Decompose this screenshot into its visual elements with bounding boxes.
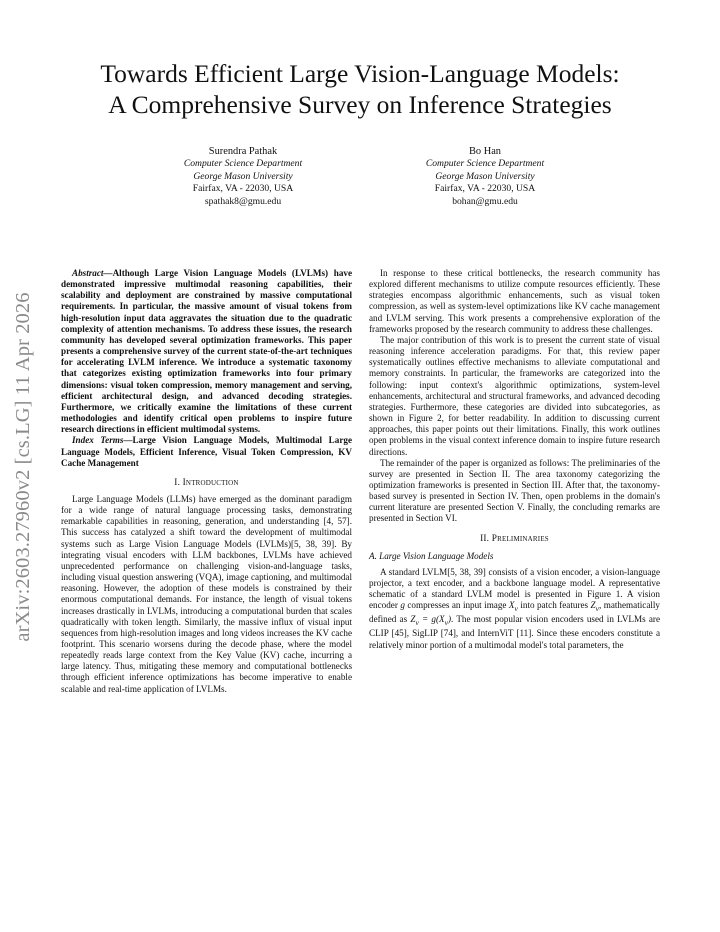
math-xv (508, 600, 518, 614)
intro-paragraph-4: The remainder of the paper is organized as follows: The preliminaries of the survey are presented in Section II. The area taxonomy categorizing the optimization frameworks is presented in Section III. After that, the taxonomy-based survey is presented in Section IV. Then, open problems in the domain's current literature are presented Section V. Finally, the concluding remarks are presented in Section VI. (369, 457, 660, 524)
lvlm-paragraph (369, 567, 660, 651)
text-run: A standard LVLM[5, 38, 39] consists of a vision encoder, a vision-language projector, a text encoder, and a backbone language model. A representative schematic of a standard LVLM model is presented in Figure 1. A vision encoder (369, 566, 660, 611)
title-line-1: Towards Efficient Large Vision-Language Models: (100, 59, 620, 88)
math-equation (410, 614, 452, 628)
author-name: Surendra Pathak (208, 146, 278, 157)
text-run: compresses an input image (404, 600, 509, 611)
math-subscript: v (595, 604, 600, 614)
author-block (370, 146, 600, 208)
author-university: George Mason University (435, 170, 535, 182)
author-department: Computer Science Department (425, 158, 545, 170)
math-symbol: ) (447, 614, 452, 625)
section-heading-introduction (61, 478, 352, 489)
math-symbol: = g(X (418, 614, 445, 625)
math-subscript: v (415, 618, 419, 628)
section-number: II. (480, 533, 492, 544)
section-title: Introduction (182, 477, 239, 488)
text-run: . The most popular vision encoders used in LVLMs are CLIP [45], SigLIP [74], and InternViT [11]. Since these encoders constitute a relatively minor portion of a multimodal model's total parameters, the (369, 614, 660, 650)
author-department: Computer Science Department (183, 158, 303, 170)
index-terms-label: Index Terms (72, 435, 124, 446)
abstract-label: Abstract— (72, 268, 113, 278)
math-symbol: Z (590, 600, 596, 611)
author-block (128, 146, 358, 208)
math-subscript: v (444, 618, 448, 628)
author-email: bohan@gmu.edu (452, 195, 518, 207)
section-number: I. (174, 477, 183, 488)
math-g: g (400, 600, 405, 611)
math-zv (590, 600, 600, 614)
left-column (61, 268, 352, 695)
math-subscript: v (514, 604, 518, 614)
abstract-text: Although Large Vision Language Models (LVLMs) have demonstrated impressive multimodal reasoning capabilities, their scalability and deployment are constrained by massive computational requirements. In particular, the massive amount of visual tokens from high-resolution input data aggravates the situation due to the quadratic complexity of attention mechanisms. To address these issues, the research community has developed several optimization frameworks. This paper presents a comprehensive survey of the current state-of-the-art techniques for accelerating LVLM inference. We introduce a systematic taxonomy that categorizes existing optimization frameworks into four primary dimensions: visual token compression, memory management and serving, efficient architectural design, and advanced decoding strategies. Furthermore, we critically examine the limitations of these current methodologies and identify critical open problems to inspire future research directions in efficient multimodal systems. (61, 268, 352, 435)
arxiv-stamp: arXiv:2603.27960v2 [cs.LG] 11 Apr 2026 (12, 292, 34, 642)
paper-title (40, 58, 680, 120)
text-run: , mathematically defined as (369, 600, 660, 625)
intro-paragraph-3: The major contribution of this work is to present the current state of visual reasoning inference acceleration paradigms. For that, this review paper systematically outlines effective mechanisms to alleviate computational and memory constraints. In particular, the frameworks are categorized into the following: input context's algorithmic optimizations, system-level enhancements, architectural and structural frameworks, and advanced decoding strategies. Furthermore, these categories are divided into subcategories, as shown in Figure 2, for better readability. In addition to discussing current approaches, this paper points out their limitations. Finally, this work outlines open problems in the visual context inference domain to inspire future research directions. (369, 334, 660, 457)
math-symbol: Z (410, 614, 416, 625)
math-symbol: X (508, 600, 515, 611)
abstract (61, 268, 352, 435)
author-university: George Mason University (193, 170, 293, 182)
author-name: Bo Han (468, 146, 502, 157)
index-terms-text: —Large Vision Language Models, Multimodal Large Language Models, Efficient Inference, Visual Token Compression, KV Cache Management (61, 435, 352, 468)
right-column (369, 268, 660, 651)
section-title: Preliminaries (491, 533, 549, 544)
intro-paragraph-2: In response to these critical bottlenecks, the research community has explored different mechanisms to utilize compute resources efficiently. These strategies encompass algorithmic enhancements, such as visual token compression, as well as system-level optimizations like KV cache management and LVLM serving. This work presents a comprehensive exploration of the frameworks proposed by the research community to address these challenges. (369, 268, 660, 334)
intro-paragraph-1: Large Language Models (LLMs) have emerged as the dominant paradigm for a wide range of natural language processing tasks, demonstrating remarkable capabilities in reasoning, generation, and understanding [4, 57]. This success has catalyzed a shift toward the development of multimodal systems such as Large Vision Language Models (LVLMs)[5, 38, 39]. By integrating visual encoders with LLM backbones, LVLMs have achieved unprecedented performance on challenging vision-and-language tasks, including visual question answering (VQA), image captioning, and multimodal reasoning. However, the adoption of these models is constrained by their enormous computational demands. For instance, the length of visual tokens increases drastically in LVLMs, introducing a computational burden that scales quadratically with token length. Similarly, the massive influx of visual input sequences from high-resolution images and long videos increases the KV cache footprint. This scenario worsens during the decode phase, where the model repeatedly reads large context from the Key Value (KV) cache, incurring a large latency. Thus, mitigating these memory and computational bottlenecks through efficient inference optimizations has become imperative to enable scalable and real-time application of LVLMs. (61, 493, 352, 694)
index-terms (61, 435, 352, 468)
author-email: spathak8@gmu.edu (204, 195, 282, 207)
author-location: Fairfax, VA - 22030, USA (434, 183, 536, 195)
title-line-2: A Comprehensive Survey on Inference Strategies (108, 90, 612, 119)
subsection-heading: A. Large Vision Language Models (369, 550, 494, 561)
text-run: into patch features (517, 600, 591, 611)
section-heading-preliminaries (369, 534, 660, 545)
author-location: Fairfax, VA - 22030, USA (192, 183, 294, 195)
